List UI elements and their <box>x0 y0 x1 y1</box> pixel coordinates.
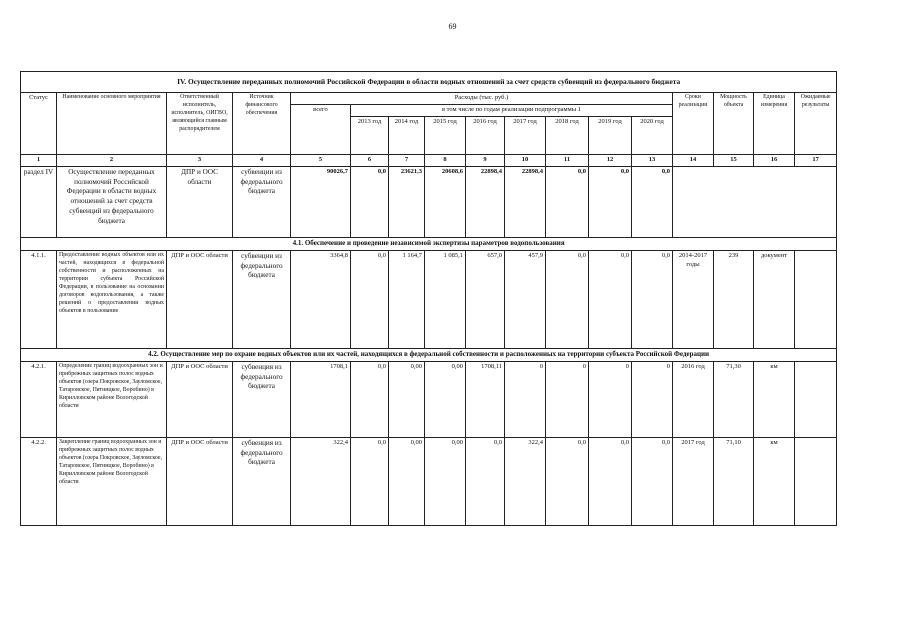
row-value: 20608,6 <box>425 167 466 238</box>
row-executor: ДПР и ООС области <box>167 251 233 349</box>
row-terms: 2016 год <box>673 362 714 438</box>
row-value: 0,0 <box>546 438 589 526</box>
header-year: 2013 год <box>351 117 389 155</box>
row-value: 0,0 <box>632 438 673 526</box>
row-value: 0 <box>589 362 632 438</box>
table-row <box>21 167 837 238</box>
row-empty <box>673 167 837 238</box>
table-row <box>21 362 837 438</box>
header-year: 2015 год <box>425 117 466 155</box>
column-number-row <box>21 155 837 167</box>
row-source: субвенция из федерального бюджета <box>233 438 291 526</box>
row-value: 0,0 <box>351 251 389 349</box>
table-title: IV. Осуществление переданных полномочий Российской Федерации в области водных отношений за счет средств субвенций из федерального бюджета <box>21 72 837 93</box>
row-value: 0,0 <box>589 251 632 349</box>
row-status: 4.2.2. <box>21 438 57 526</box>
row-value: 457,9 <box>505 251 546 349</box>
column-number: 12 <box>589 155 632 167</box>
row-value: 0,00 <box>389 362 425 438</box>
header-terms: Сроки реализации <box>673 93 714 155</box>
row-value: 0,00 <box>425 362 466 438</box>
row-name: Осуществление переданных полномочий Российской Федерации в области водных отношений за счет средств субвенций из федерального бюджета <box>57 167 167 238</box>
row-value: 0,0 <box>546 251 589 349</box>
header-year: 2014 год <box>389 117 425 155</box>
row-status: раздел IV <box>21 167 57 238</box>
row-results <box>795 251 837 349</box>
header-total: всего <box>291 105 351 155</box>
column-number: 5 <box>291 155 351 167</box>
column-number: 14 <box>673 155 714 167</box>
row-executor: ДПР и ООС области <box>167 438 233 526</box>
row-name: Закрепление границ водоохранных зон и прибрежных защитных полос водных объектов (озера Покровское, Зауломское, Татаровское, Пятницкое, Воробино) в Кирилловском районе Вологодской области <box>57 438 167 526</box>
row-status: 4.1.1. <box>21 251 57 349</box>
column-number: 2 <box>57 155 167 167</box>
header-year: 2017 год <box>505 117 546 155</box>
row-value: 22898,4 <box>466 167 505 238</box>
row-value: 22898,4 <box>505 167 546 238</box>
row-value: 0,0 <box>466 438 505 526</box>
row-capacity: 239 <box>714 251 754 349</box>
row-value: 322,4 <box>505 438 546 526</box>
row-source: субвенции из федерального бюджета <box>233 251 291 349</box>
header-year: 2020 год <box>632 117 673 155</box>
row-value: 0,0 <box>589 438 632 526</box>
header-unit: Единица измерения <box>754 93 795 155</box>
header-results: Ожидаемые результаты <box>795 93 837 155</box>
column-number: 13 <box>632 155 673 167</box>
row-value: 0 <box>632 362 673 438</box>
row-source: субвенция из федерального бюджета <box>233 362 291 438</box>
table-row <box>21 438 837 526</box>
row-value: 657,0 <box>466 251 505 349</box>
row-capacity: 71,10 <box>714 438 754 526</box>
header-expenses: Расходы (тыс. руб.) <box>291 93 673 105</box>
row-name: Определение границ водоохранных зон и прибрежных защитных полос водных объектов (озера Покровское, Зауломское, Татаровское, Пятницкое, Воробино) в Кирилловском районе Вологодской области <box>57 362 167 438</box>
program-table <box>20 71 837 526</box>
row-value: 1708,11 <box>466 362 505 438</box>
page-number: 69 <box>448 22 457 31</box>
row-total: 90026,7 <box>291 167 351 238</box>
row-results <box>795 438 837 526</box>
header-by-years: в том числе по годам реализации подпрограммы 1 <box>351 105 673 117</box>
header-year: 2016 год <box>466 117 505 155</box>
header-name: Наименование основного мероприятия <box>57 93 167 155</box>
row-value: 0 <box>505 362 546 438</box>
row-value: 0,0 <box>632 251 673 349</box>
row-total: 3364,8 <box>291 251 351 349</box>
row-total: 322,4 <box>291 438 351 526</box>
column-number: 7 <box>389 155 425 167</box>
row-status: 4.2.1. <box>21 362 57 438</box>
row-value: 23621,3 <box>389 167 425 238</box>
column-number: 10 <box>505 155 546 167</box>
column-number: 3 <box>167 155 233 167</box>
row-executor: ДПР и ООС области <box>167 362 233 438</box>
column-number: 16 <box>754 155 795 167</box>
table-row <box>21 251 837 349</box>
row-terms: 2014-2017 годы <box>673 251 714 349</box>
header-status: Статус <box>21 93 57 155</box>
row-unit: документ <box>754 251 795 349</box>
column-number: 9 <box>466 155 505 167</box>
row-value: 0,0 <box>351 167 389 238</box>
row-value: 0,00 <box>389 438 425 526</box>
column-number: 4 <box>233 155 291 167</box>
column-number: 11 <box>546 155 589 167</box>
header-year: 2019 год <box>589 117 632 155</box>
subsection-title: 4.2. Осуществление мер по охране водных объектов или их частей, находящихся в федеральной собственности и расположенных на территории субъекта Российской Федерации <box>21 349 837 362</box>
header-year: 2018 год <box>546 117 589 155</box>
column-number: 1 <box>21 155 57 167</box>
row-capacity: 71,30 <box>714 362 754 438</box>
subsection-title: 4.1. Обеспечение и проведение независимой экспертизы параметров водопользования <box>21 238 837 251</box>
row-terms: 2017 год <box>673 438 714 526</box>
row-results <box>795 362 837 438</box>
row-value: 0,0 <box>546 167 589 238</box>
header-source: Источник финансового обеспечения <box>233 93 291 155</box>
row-executor: ДПР и ООС области <box>167 167 233 238</box>
header-capacity: Мощность объекта <box>714 93 754 155</box>
column-number: 6 <box>351 155 389 167</box>
row-value: 0,00 <box>425 438 466 526</box>
header-executor: Ответственный исполнитель, исполнитель, ОИГВО, являющийся главным распорядителем <box>167 93 233 155</box>
row-unit: км <box>754 362 795 438</box>
row-source: субвенции из федерального бюджета <box>233 167 291 238</box>
column-number: 8 <box>425 155 466 167</box>
row-value: 1 164,7 <box>389 251 425 349</box>
row-value: 0,0 <box>632 167 673 238</box>
row-value: 0,0 <box>351 362 389 438</box>
row-value: 0,0 <box>351 438 389 526</box>
row-unit: км <box>754 438 795 526</box>
row-value: 1 085,1 <box>425 251 466 349</box>
row-value: 0,0 <box>589 167 632 238</box>
row-value: 0 <box>546 362 589 438</box>
row-name: Предоставление водных объектов или их частей, находящихся в федеральной собственности и расположенных на территории субъекта Российской Федерации, в пользование на основании договоров водопользования, а также решений о предоставлении водных объектов в пользование <box>57 251 167 349</box>
column-number: 15 <box>714 155 754 167</box>
row-total: 1708,1 <box>291 362 351 438</box>
column-number: 17 <box>795 155 837 167</box>
